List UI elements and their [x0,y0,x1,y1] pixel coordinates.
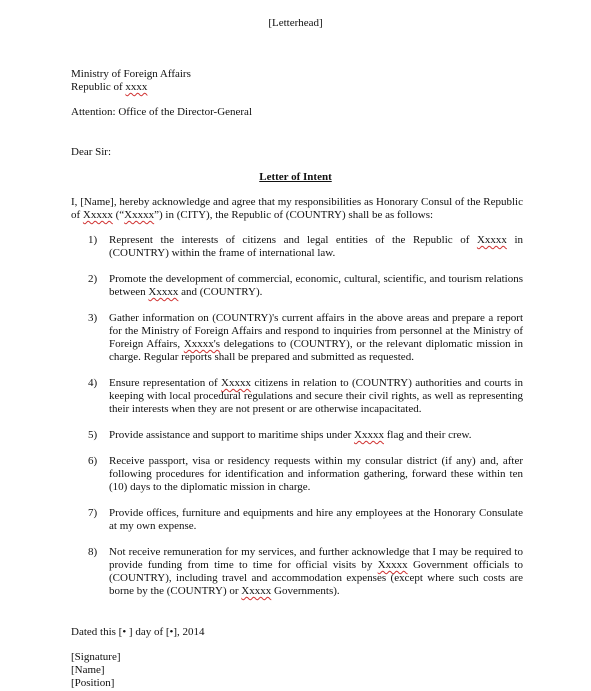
list-item-number: 8) [88,546,98,558]
list-item-number: 1) [88,234,98,246]
list-item-text: Ensure representation of [109,377,222,389]
list-item [71,312,523,364]
addressee-country-name: xxxx [125,81,148,93]
list-item-name: Xxxxx [221,377,251,389]
list-item-text: Not receive remuneration for my services, and further acknowledge that I may be required to provide funding from time to time for official visits by [109,546,523,571]
list-item-number: 7) [88,507,98,519]
list-item-text: Governments). [271,585,340,597]
signer-name-placeholder: [Name] [71,664,105,676]
list-item-text: citizens in relation to (COUNTRY) authorities and courts in keeping with local procedural regulations and secure their civil rights, as well as representing their interests when they are not present or are otherwise incapacitated. [109,377,524,415]
list-item-text: Gather information on (COUNTRY)'s current affairs in the above areas and prepare a report for the Ministry of Foreign Affairs and respond to inquiries from personnel at the Ministry of Foreign Affairs, [109,312,523,350]
list-item-name: Xxxxx [148,286,179,298]
intro-name-1: Xxxxx [82,209,113,221]
list-item-text: Provide assistance and support to maritime ships under [109,429,355,441]
list-item-text: flag and their crew. [383,429,472,441]
intro-text-2: (“ [112,209,125,221]
intro-text-1: I, [Name], hereby acknowledge and agree that my responsibilities as Honorary Consul of the Republic of [71,196,523,221]
list-item [71,234,523,260]
addressee-block [71,68,523,94]
list-item-text: Provide offices, furniture and equipments and hire any employees at the Honorary Consulate at my own expense. [109,507,523,532]
signature-block [71,651,523,690]
letterhead-placeholder: [Letterhead] [268,17,323,29]
intro-paragraph [71,196,523,222]
list-item-number: 5) [88,429,98,441]
list-item-number: 2) [88,273,98,285]
intro-text-3: ”) in (CITY), the Republic of (COUNTRY) shall be as follows: [154,209,434,221]
signature-placeholder: [Signature] [71,651,121,663]
intro-name-2: Xxxxx [124,209,155,221]
list-item [71,273,523,299]
attention-line: Attention: Office of the Director-General [71,106,253,118]
list-item [71,455,523,494]
list-item-text: delegations to (COUNTRY), or the relevant diplomatic mission in charge. Regular reports shall be prepared and submitted as requested. [109,338,523,363]
list-item-number: 4) [88,377,98,389]
list-item-text: Promote the development of commercial, economic, cultural, scientific, and tourism relations between [109,273,523,298]
list-item-text: Represent the interests of citizens and legal entities of the Republic of [109,234,477,246]
list-item [71,546,523,598]
list-item-name: Xxxxx [476,234,507,246]
list-item-number: 6) [88,455,98,467]
list-item-text: in (COUNTRY) within the frame of international law. [109,234,523,259]
list-item-name: Xxxxx's [183,338,221,350]
addressee-country [71,81,523,94]
list-item-name: Xxxxx [377,559,408,571]
list-item-name: Xxxxx [354,429,384,441]
list-item-number: 3) [88,312,98,324]
list-item [71,507,523,533]
list-item [71,429,523,442]
list-item-name: Xxxxx [241,585,272,597]
letter-subject: Letter of Intent [259,171,332,183]
list-item-text: Government officials to (COUNTRY), including travel and accommodation expenses (except where such costs are borne by the (COUNTRY) or [109,559,523,597]
list-item-text: and (COUNTRY). [178,286,263,298]
signer-position-placeholder: [Position] [71,677,115,689]
date-line: Dated this [• ] day of [•], 2014 [71,626,205,638]
addressee-country-prefix: Republic of [71,81,126,93]
responsibilities-list [71,234,523,611]
list-item [71,377,523,416]
addressee-ministry: Ministry of Foreign Affairs [71,68,191,80]
salutation: Dear Sir: [71,146,112,158]
list-item-text: Receive passport, visa or residency requests within my consular district (if any) and, after following procedures for identification and information gathering, forward these within ten (10) days to the diplomatic mission in charge. [109,455,523,493]
